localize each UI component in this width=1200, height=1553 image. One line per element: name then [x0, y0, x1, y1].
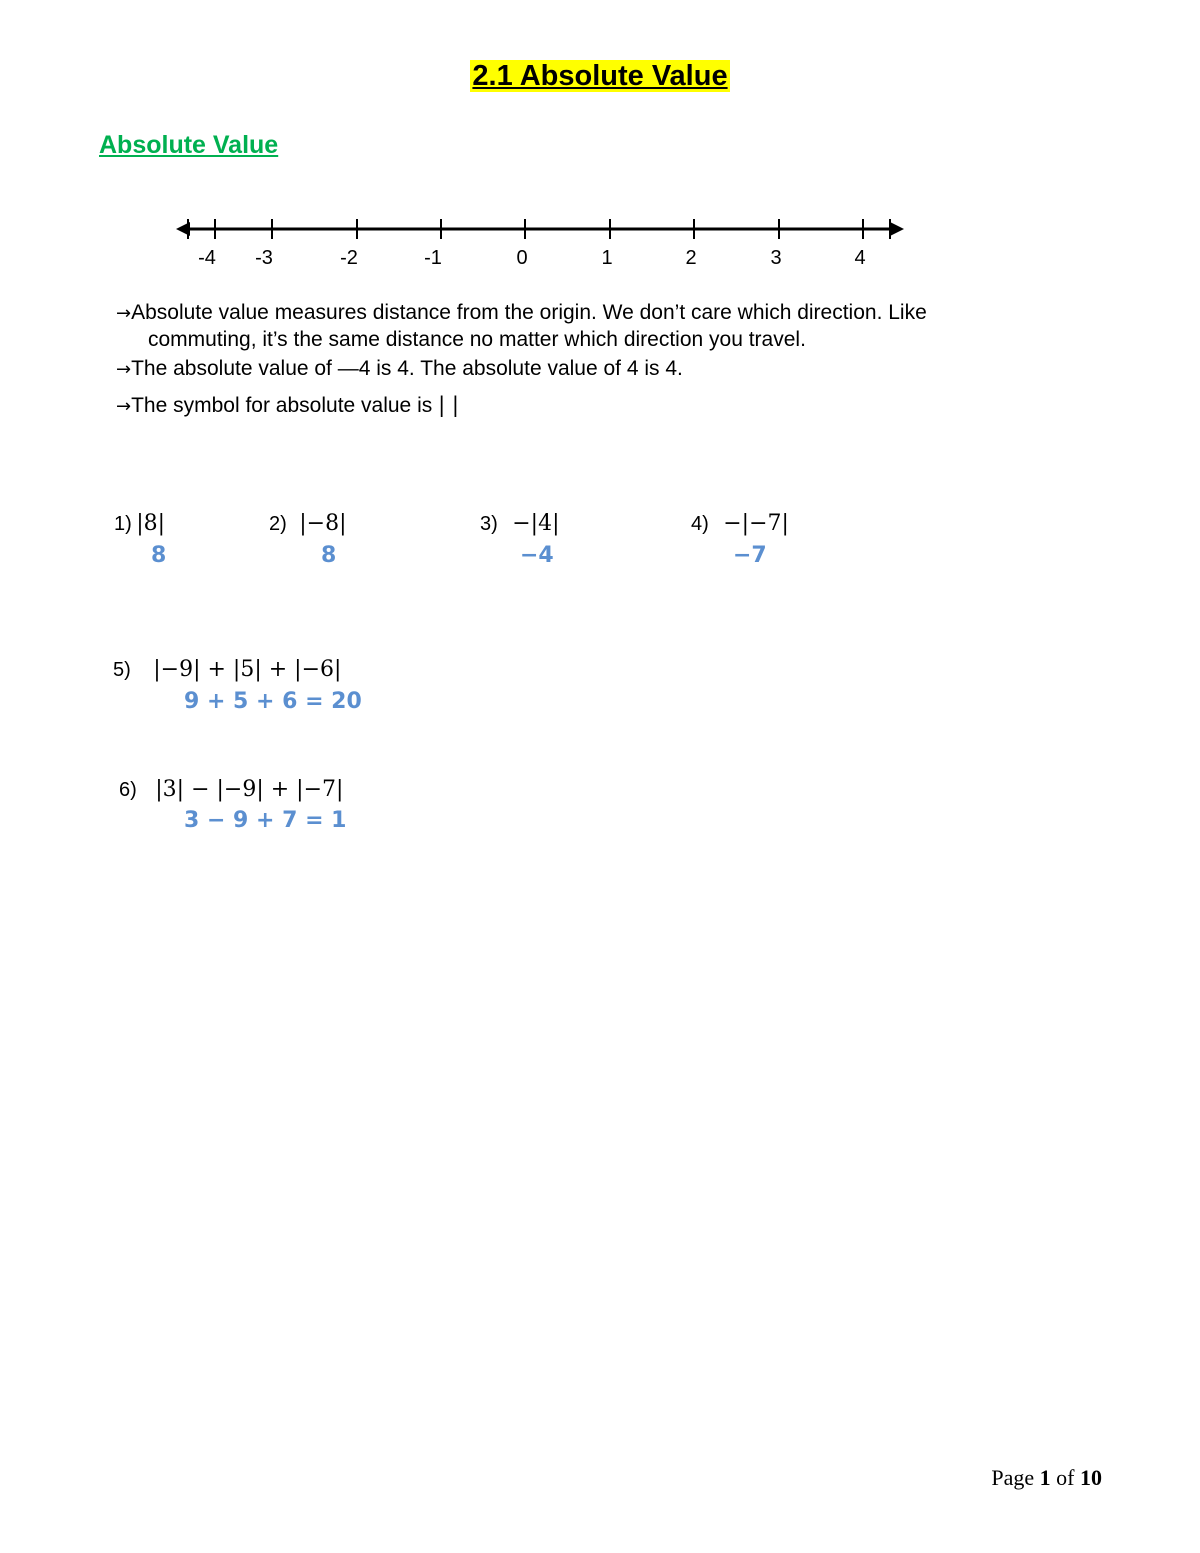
- number-line-tick-label: 0: [516, 247, 528, 269]
- number-line-tick-label: 1: [601, 247, 613, 269]
- problem-4: [691, 511, 789, 536]
- problem-1: [114, 511, 165, 536]
- absolute-value-symbol: | |: [438, 393, 459, 417]
- problem-2: [269, 511, 347, 536]
- section-heading: Absolute Value: [99, 131, 279, 159]
- problem-number: 2): [269, 513, 287, 535]
- problem-4-answer: −7: [733, 543, 767, 568]
- number-line: [0, 0, 1200, 300]
- problem-3-answer: −4: [520, 543, 554, 568]
- problem-expression: |−9| + |5| + |−6|: [153, 657, 342, 682]
- number-line-tick-label: -4: [198, 247, 216, 269]
- number-line-tick-label: 3: [770, 247, 782, 269]
- problem-expression: |3| − |−9| + |−7|: [155, 777, 344, 802]
- number-line-tick-label: 2: [685, 247, 697, 269]
- note-line-4: →The symbol for absolute value is | |: [116, 393, 459, 417]
- problem-expression: −|4|: [512, 511, 560, 536]
- problem-5-answer: 9 + 5 + 6 = 20: [184, 689, 362, 714]
- note-line-1: →Absolute value measures distance from the origin. We don’t care which direction. Like: [116, 301, 927, 324]
- note-line-2: commuting, it’s the same distance no matter which direction you travel.: [148, 328, 806, 351]
- problem-1-answer: 8: [151, 543, 167, 568]
- problem-expression: −|−7|: [723, 511, 789, 536]
- problem-number: 3): [480, 513, 498, 535]
- problem-2-answer: 8: [321, 543, 337, 568]
- right-arrow-icon: [890, 222, 904, 236]
- note-line-3: →The absolute value of —4 is 4. The absolute value of 4 is 4.: [116, 357, 683, 380]
- problem-number: 5): [113, 659, 131, 681]
- problem-number: 4): [691, 513, 709, 535]
- problem-number: 1): [114, 513, 132, 535]
- problem-3: [480, 511, 560, 536]
- problem-expression: |−8|: [299, 511, 347, 536]
- number-line-tick-label: -1: [424, 247, 442, 269]
- problem-number: 6): [119, 779, 137, 801]
- page-title: 2.1 Absolute Value: [472, 60, 728, 92]
- problem-6-answer: 3 − 9 + 7 = 1: [184, 808, 347, 833]
- page-footer: Page 1 of 10: [991, 1465, 1102, 1490]
- number-line-tick-label: -3: [255, 247, 273, 269]
- number-line-tick-label: 4: [854, 247, 866, 269]
- problem-6: [119, 777, 343, 802]
- problem-5: [113, 657, 341, 682]
- problem-expression: |8|: [136, 511, 166, 536]
- number-line-tick-label: -2: [340, 247, 358, 269]
